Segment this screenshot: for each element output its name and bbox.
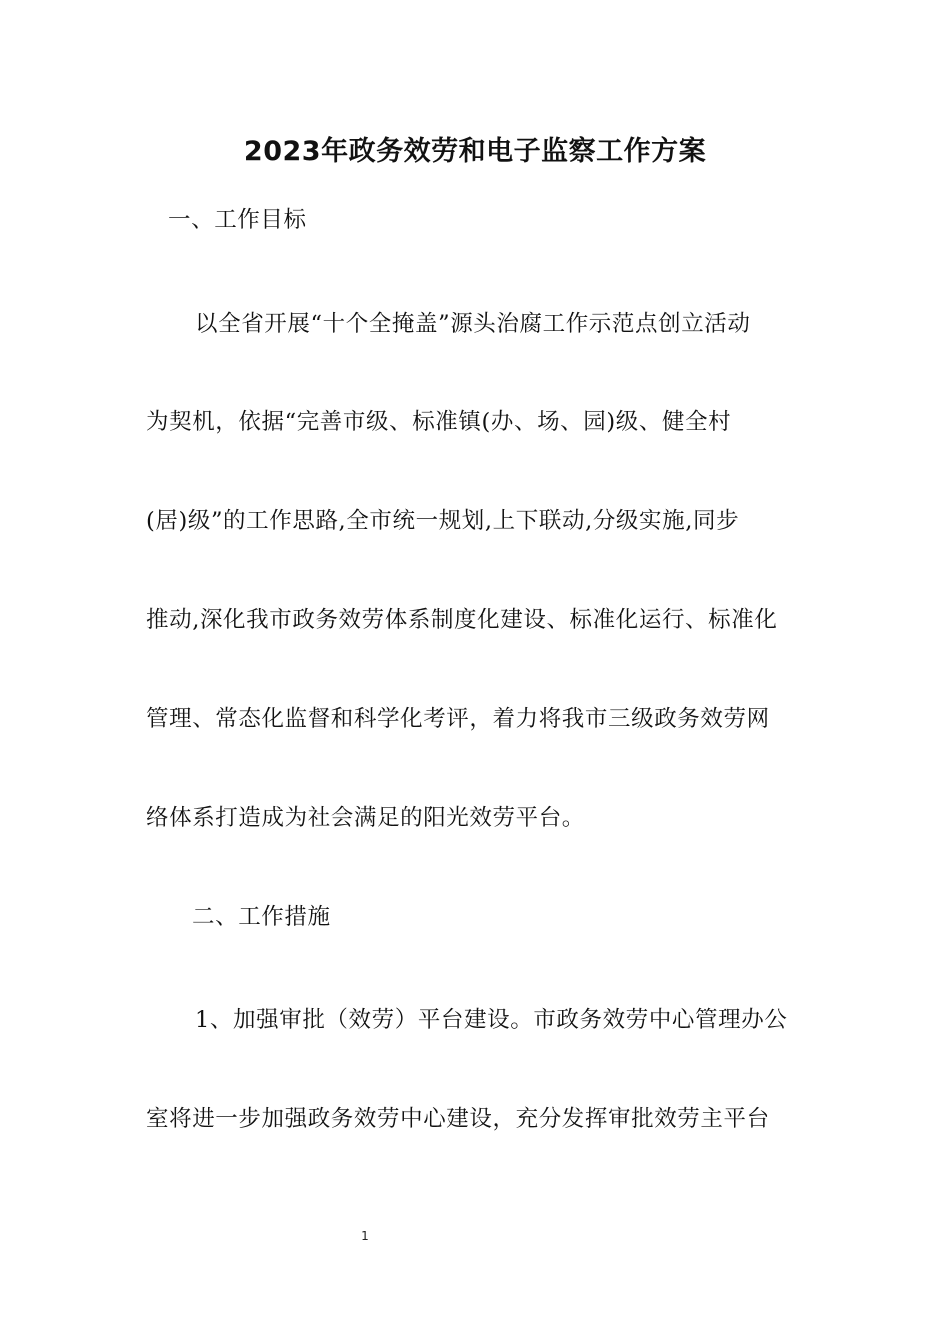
paragraph-line: 管理、常态化监督和科学化考评，着力将我市三级政务效劳网 <box>146 706 770 732</box>
paragraph-line: (居)级”的工作思路,全市统一规划,上下联动,分级实施,同步 <box>146 508 740 534</box>
paragraph-line: 以全省开展“十个全掩盖”源头治腐工作示范点创立活动 <box>195 311 751 337</box>
page-number: 1 <box>361 1229 369 1243</box>
paragraph-line: 1、加强审批（效劳）平台建设。市政务效劳中心管理办公 <box>195 1007 788 1033</box>
paragraph-line: 室将进一步加强政务效劳中心建设，充分发挥审批效劳主平台 <box>146 1106 770 1132</box>
paragraph-line: 推动,深化我市政务效劳体系制度化建设、标准化运行、标准化 <box>146 607 778 633</box>
paragraph-line: 络体系打造成为社会满足的阳光效劳平台。 <box>146 805 585 831</box>
section-heading-goals: 一、工作目标 <box>168 207 307 233</box>
document-title: 2023年政务效劳和电子监察工作方案 <box>243 136 707 167</box>
paragraph-line: 为契机，依据“完善市级、标准镇(办、场、园)级、健全村 <box>146 409 732 435</box>
section-heading-measures: 二、工作措施 <box>192 904 331 930</box>
